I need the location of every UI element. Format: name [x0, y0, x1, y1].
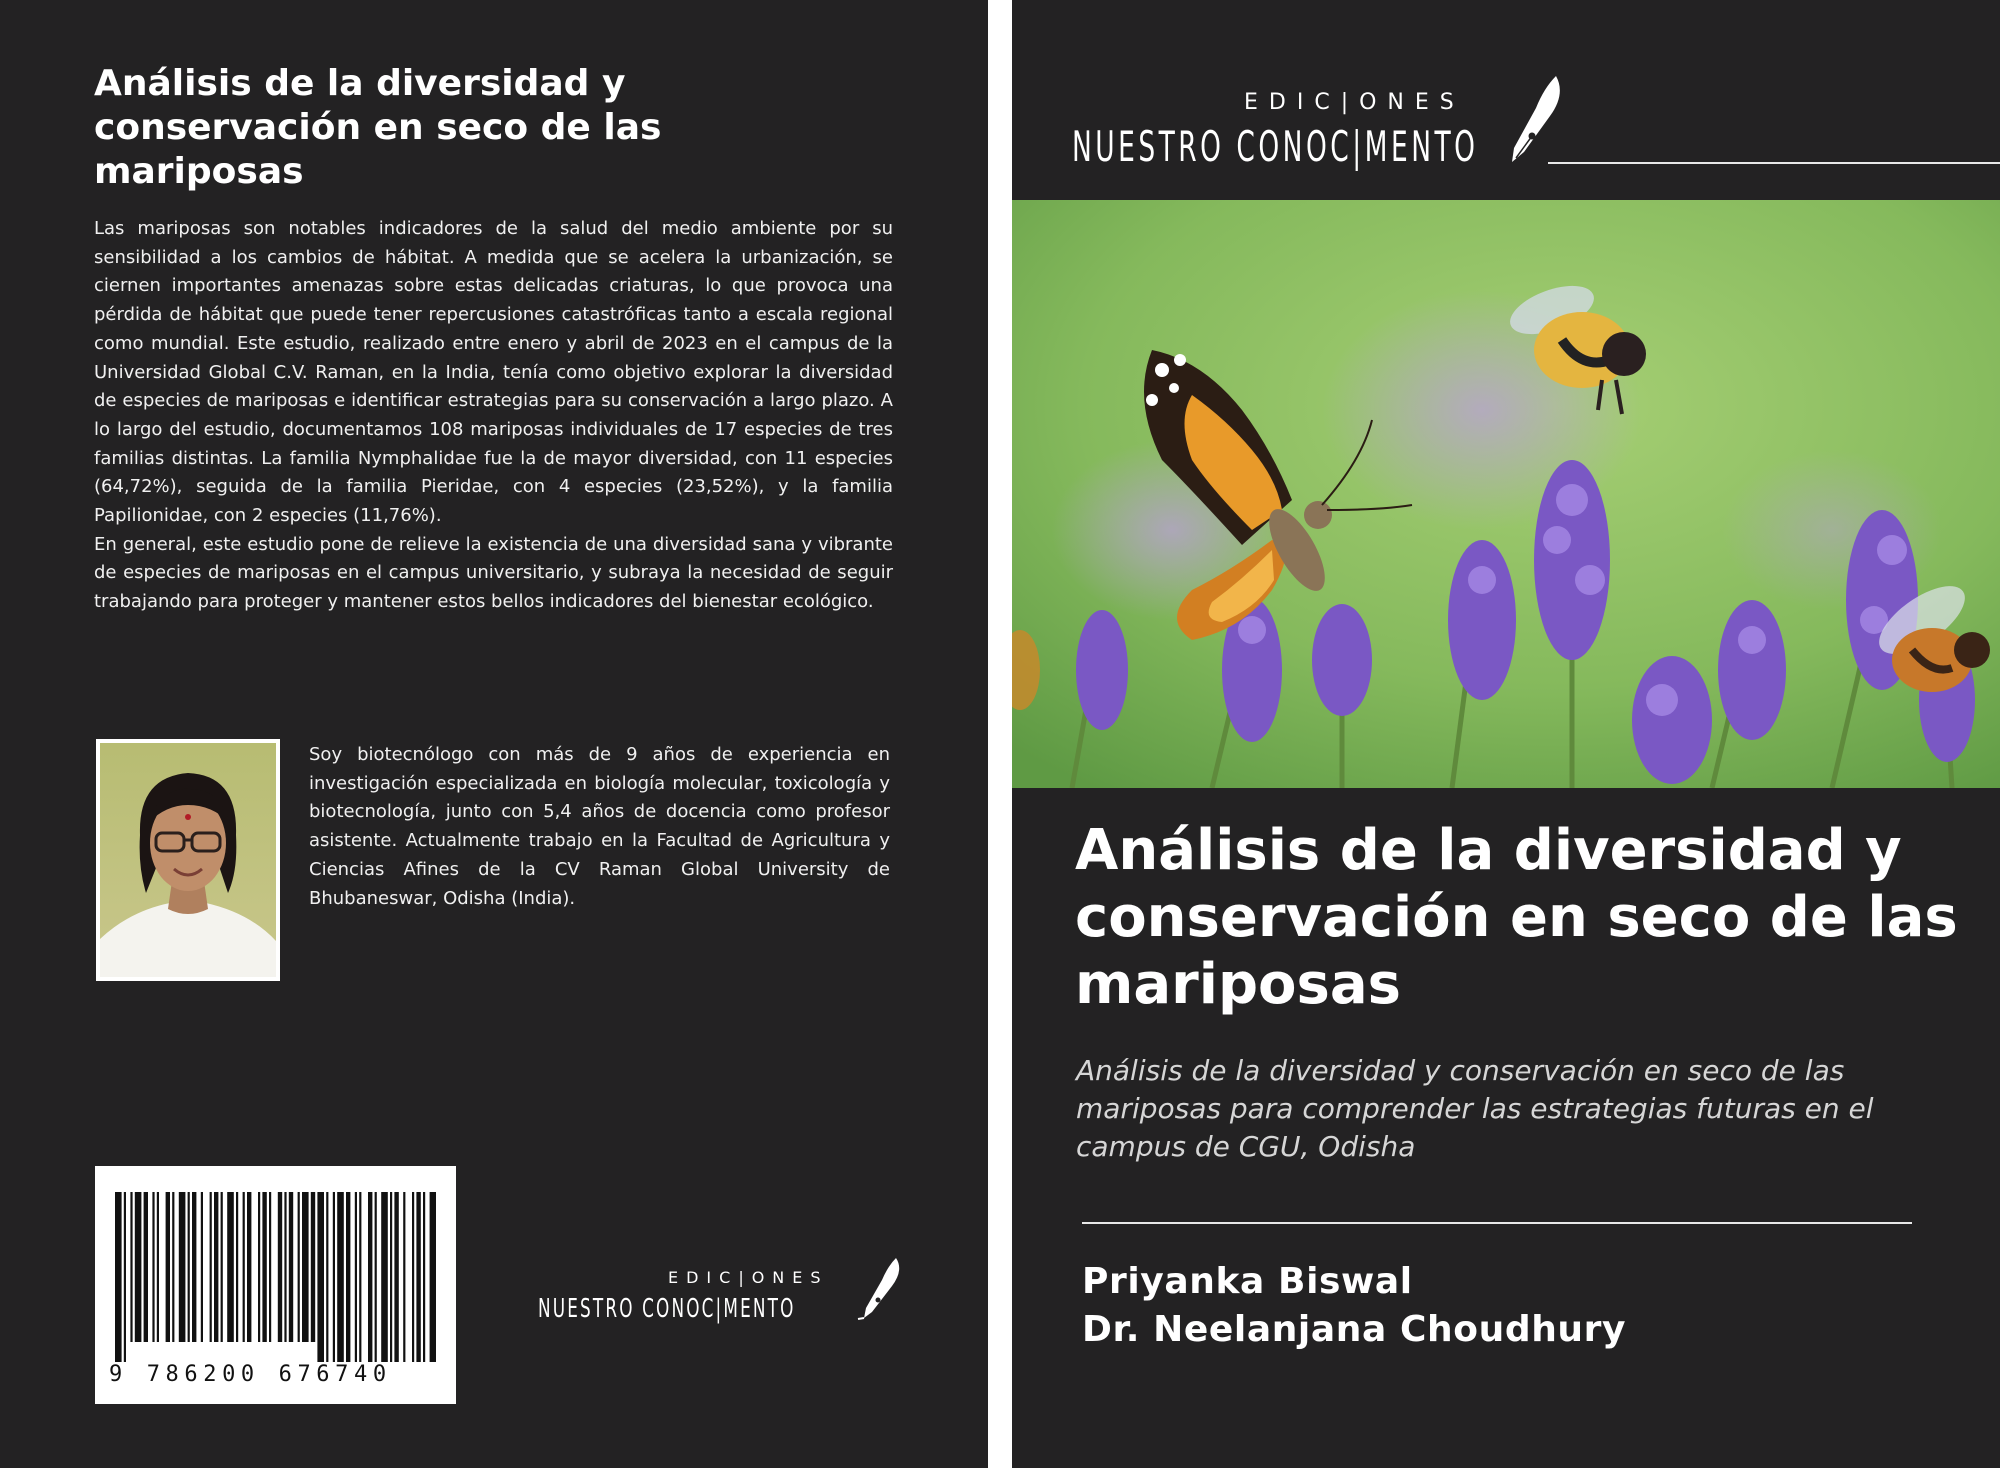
barcode-bar [394, 1192, 398, 1362]
barcode-bar [166, 1192, 170, 1342]
barcode-bar [227, 1192, 234, 1342]
abstract-paragraph-2: En general, este estudio pone de relieve la existencia de una diversidad sana y vibrante de especies de mariposas en el campus universitario, y subraya la necesidad de seguir trabajando para proteger y mantener estos bellos indicadores del bienestar ecológico. [94, 533, 893, 613]
barcode-bar [192, 1192, 196, 1342]
front-cover-title: Análisis de la diversidad y conservación en seco de las mariposas [1075, 818, 1958, 1017]
barcode-bar [124, 1192, 126, 1362]
barcode-bar [311, 1192, 315, 1342]
isbn-number: 9 786200 676740 [109, 1362, 392, 1387]
barcode-bar [423, 1192, 425, 1362]
barcode-bar [179, 1192, 186, 1342]
publisher-logo-front [1072, 70, 2000, 180]
barcode-bar [289, 1192, 293, 1342]
back-cover-title: Análisis de la diversidad y conservación en seco de las mariposas [94, 63, 662, 192]
barcode-bar [157, 1192, 159, 1342]
author-list [1082, 1258, 1962, 1354]
author-name: Priyanka Biswal [1082, 1261, 1413, 1302]
barcode [115, 1192, 436, 1362]
barcode-bar [430, 1192, 436, 1362]
barcode-bar [346, 1192, 350, 1362]
barcode-bar [333, 1192, 335, 1362]
author-portrait [96, 739, 280, 981]
back-cover [0, 0, 988, 1468]
barcode-bar [201, 1192, 203, 1342]
barcode-bar [115, 1192, 122, 1362]
barcode-bar [298, 1192, 300, 1342]
barcode-bar [243, 1192, 245, 1342]
barcode-bar [152, 1192, 154, 1342]
isbn-barcode [95, 1166, 456, 1404]
barcode-bar [144, 1192, 148, 1342]
barcode-bar [412, 1192, 414, 1362]
divider [1082, 1222, 1912, 1224]
barcode-bar [172, 1192, 174, 1342]
barcode-bar [403, 1192, 405, 1362]
front-cover-subtitle: Análisis de la diversidad y conservación en seco de las mariposas para comprender las estrategias futuras en el campus de CGU, Odisha [1076, 1054, 1874, 1163]
barcode-bar [221, 1192, 223, 1342]
publisher-logo-back [538, 1256, 908, 1336]
barcode-bar [368, 1192, 372, 1362]
publisher-logo-bottom-text: NUESTRO CONOC|MENTO [1072, 122, 1479, 171]
barcode-bar [269, 1192, 271, 1342]
barcode-bar [375, 1192, 377, 1362]
barcode-bar [247, 1192, 251, 1342]
barcode-bar [278, 1192, 282, 1342]
barcode-bar [355, 1192, 357, 1362]
barcode-bar [302, 1192, 309, 1342]
barcode-bar [210, 1192, 212, 1342]
barcode-bar [130, 1192, 132, 1342]
publisher-logo-top-text: EDIC|ONES [1244, 90, 1465, 115]
logo-rule [1548, 162, 2000, 164]
barcode-bar [337, 1192, 344, 1362]
barcode-bar [214, 1192, 218, 1342]
barcode-bar [317, 1192, 324, 1362]
barcode-bar [262, 1192, 266, 1342]
author-name: Dr. Neelanjana Choudhury [1082, 1309, 1627, 1350]
author-bio: Soy biotecnólogo con más de 9 años de experiencia en investigación especializada en biología molecular, toxicología y biotecnología, junto con 5,4 años de docencia como profesor asistente. Actualmente trabajo en la Facultad de Agricultura y Ciencias Afines de la CV Raman Global University de Bhubaneswar, Odisha (India). [309, 744, 890, 909]
front-cover [1012, 0, 2000, 1468]
barcode-bar [284, 1192, 286, 1342]
barcode-bar [416, 1192, 420, 1362]
abstract-paragraph-1: Las mariposas son notables indicadores de la salud del medio ambiente por su sensibilidad a los cambios de hábitat. A medida que se acelera la urbanización, se ciernen importantes amenazas sobre estas delicadas criaturas, lo que provoca una pérdida de hábitat que puede tener repercusiones catastróficas tanto a escala regional como mundial. Este estudio, realizado entre enero y abril de 2023 en el campus de la Universidad Global C.V. Raman, en la India, tenía como objetivo explorar la diversidad de especies de mariposas e identificar estrategias para su conservación a largo plazo. A lo largo del estudio, documentamos 108 mariposas individuales de 17 especies de tres familias distintas. La familia Nymphalidae fue la de mayor diversidad, con 11 especies (64,72%), seguida de la familia Pieridae, con 4 especies (23,52%), y la familia Papilionidae, con 2 especies (11,76%). [94, 218, 893, 527]
fountain-pen-nib-icon [856, 1256, 902, 1320]
barcode-bar [236, 1192, 238, 1342]
barcode-bar [381, 1192, 388, 1362]
fountain-pen-nib-icon [1502, 74, 1562, 164]
publisher-logo-bottom-text: NUESTRO CONOC|MENTO [538, 1294, 796, 1324]
barcode-bar [390, 1192, 392, 1362]
barcode-bar [359, 1192, 361, 1362]
barcode-bar [258, 1192, 260, 1342]
barcode-bar [188, 1192, 190, 1342]
back-cover-abstract [94, 215, 893, 617]
barcode-bar [135, 1192, 142, 1342]
barcode-bar [326, 1192, 328, 1362]
publisher-logo-top-text: EDIC|ONES [668, 1268, 829, 1287]
butterfly-bee-lavender-illustration [1012, 200, 2000, 788]
